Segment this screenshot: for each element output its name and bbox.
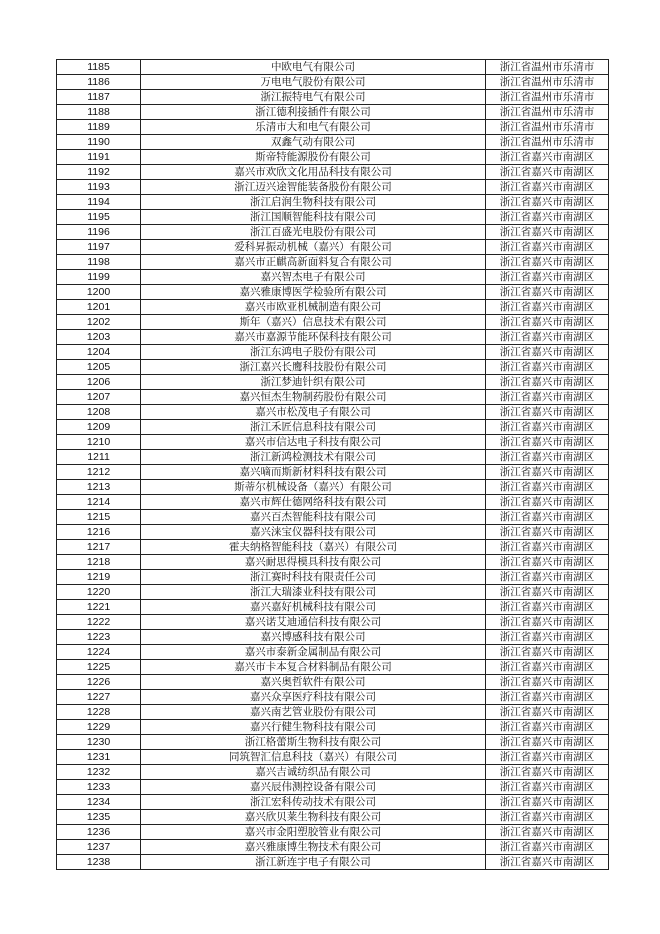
region-name: 浙江省嘉兴市南湖区 <box>486 705 609 720</box>
table-row <box>57 555 609 570</box>
table-body <box>57 60 609 870</box>
table-row <box>57 300 609 315</box>
company-name: 浙江启润生物科技有限公司 <box>141 195 486 210</box>
region-name: 浙江省嘉兴市南湖区 <box>486 645 609 660</box>
region-name: 浙江省嘉兴市南湖区 <box>486 240 609 255</box>
table-row <box>57 600 609 615</box>
company-name: 嘉兴百杰智能科技有限公司 <box>141 510 486 525</box>
row-number: 1193 <box>57 180 141 195</box>
region-name: 浙江省嘉兴市南湖区 <box>486 630 609 645</box>
company-name: 浙江梦迪针织有限公司 <box>141 375 486 390</box>
table-row <box>57 435 609 450</box>
region-name: 浙江省嘉兴市南湖区 <box>486 360 609 375</box>
region-name: 浙江省嘉兴市南湖区 <box>486 540 609 555</box>
company-name: 浙江宏科传动技术有限公司 <box>141 795 486 810</box>
company-name: 嘉兴雅康博医学检验所有限公司 <box>141 285 486 300</box>
region-name: 浙江省嘉兴市南湖区 <box>486 780 609 795</box>
region-name: 浙江省嘉兴市南湖区 <box>486 375 609 390</box>
table-row <box>57 750 609 765</box>
table-row <box>57 735 609 750</box>
table-row <box>57 390 609 405</box>
company-name: 嘉兴诺艾迪通信科技有限公司 <box>141 615 486 630</box>
company-name: 斯年（嘉兴）信息技术有限公司 <box>141 315 486 330</box>
region-name: 浙江省嘉兴市南湖区 <box>486 495 609 510</box>
table-row <box>57 675 609 690</box>
row-number: 1238 <box>57 855 141 870</box>
table-row <box>57 90 609 105</box>
region-name: 浙江省嘉兴市南湖区 <box>486 570 609 585</box>
table-row <box>57 315 609 330</box>
table-row <box>57 255 609 270</box>
row-number: 1200 <box>57 285 141 300</box>
row-number: 1215 <box>57 510 141 525</box>
row-number: 1233 <box>57 780 141 795</box>
row-number: 1216 <box>57 525 141 540</box>
table-row <box>57 765 609 780</box>
row-number: 1230 <box>57 735 141 750</box>
row-number: 1209 <box>57 420 141 435</box>
table-row <box>57 150 609 165</box>
row-number: 1232 <box>57 765 141 780</box>
company-name: 嘉兴市信达电子科技有限公司 <box>141 435 486 450</box>
company-name: 斯蒂尔机械设备（嘉兴）有限公司 <box>141 480 486 495</box>
table-row <box>57 420 609 435</box>
row-number: 1219 <box>57 570 141 585</box>
company-name: 嘉兴市嘉源节能环保科技有限公司 <box>141 330 486 345</box>
row-number: 1205 <box>57 360 141 375</box>
row-number: 1195 <box>57 210 141 225</box>
region-name: 浙江省嘉兴市南湖区 <box>486 435 609 450</box>
region-name: 浙江省嘉兴市南湖区 <box>486 660 609 675</box>
row-number: 1196 <box>57 225 141 240</box>
company-name: 嘉兴众享医疗科技有限公司 <box>141 690 486 705</box>
company-name: 万电电气股份有限公司 <box>141 75 486 90</box>
row-number: 1235 <box>57 810 141 825</box>
table-row <box>57 570 609 585</box>
region-name: 浙江省嘉兴市南湖区 <box>486 555 609 570</box>
region-name: 浙江省嘉兴市南湖区 <box>486 765 609 780</box>
region-name: 浙江省嘉兴市南湖区 <box>486 390 609 405</box>
region-name: 浙江省嘉兴市南湖区 <box>486 195 609 210</box>
region-name: 浙江省嘉兴市南湖区 <box>486 690 609 705</box>
row-number: 1212 <box>57 465 141 480</box>
company-name: 浙江国顺智能科技有限公司 <box>141 210 486 225</box>
table-row <box>57 270 609 285</box>
company-name: 浙江德利接插件有限公司 <box>141 105 486 120</box>
row-number: 1197 <box>57 240 141 255</box>
row-number: 1222 <box>57 615 141 630</box>
table-row <box>57 330 609 345</box>
table-row <box>57 780 609 795</box>
row-number: 1213 <box>57 480 141 495</box>
row-number: 1203 <box>57 330 141 345</box>
region-name: 浙江省嘉兴市南湖区 <box>486 165 609 180</box>
table-row <box>57 810 609 825</box>
table-row <box>57 660 609 675</box>
company-name: 嘉兴欣贝莱生物科技有限公司 <box>141 810 486 825</box>
row-number: 1189 <box>57 120 141 135</box>
region-name: 浙江省嘉兴市南湖区 <box>486 855 609 870</box>
region-name: 浙江省嘉兴市南湖区 <box>486 600 609 615</box>
region-name: 浙江省嘉兴市南湖区 <box>486 795 609 810</box>
company-name: 嘉兴市金阳塑胶管业有限公司 <box>141 825 486 840</box>
row-number: 1206 <box>57 375 141 390</box>
table-row <box>57 510 609 525</box>
row-number: 1211 <box>57 450 141 465</box>
company-name: 浙江大瑞漆业科技有限公司 <box>141 585 486 600</box>
table-row <box>57 345 609 360</box>
company-name: 嘉兴嘀而斯新材料科技有限公司 <box>141 465 486 480</box>
company-name: 嘉兴市卡本复合材料制品有限公司 <box>141 660 486 675</box>
company-name: 双鑫气动有限公司 <box>141 135 486 150</box>
region-name: 浙江省嘉兴市南湖区 <box>486 450 609 465</box>
table-row <box>57 210 609 225</box>
company-name: 嘉兴市欢欣文化用品科技有限公司 <box>141 165 486 180</box>
table-row <box>57 450 609 465</box>
row-number: 1188 <box>57 105 141 120</box>
company-name: 浙江格蕾斯生物科技有限公司 <box>141 735 486 750</box>
region-name: 浙江省嘉兴市南湖区 <box>486 420 609 435</box>
region-name: 浙江省嘉兴市南湖区 <box>486 585 609 600</box>
table-row <box>57 690 609 705</box>
company-name: 爱科昇振动机械（嘉兴）有限公司 <box>141 240 486 255</box>
row-number: 1186 <box>57 75 141 90</box>
row-number: 1223 <box>57 630 141 645</box>
company-name: 同筑智汇信息科技（嘉兴）有限公司 <box>141 750 486 765</box>
table-row <box>57 405 609 420</box>
row-number: 1194 <box>57 195 141 210</box>
company-name: 浙江禾匠信息科技有限公司 <box>141 420 486 435</box>
region-name: 浙江省嘉兴市南湖区 <box>486 735 609 750</box>
region-name: 浙江省温州市乐清市 <box>486 90 609 105</box>
table-row <box>57 285 609 300</box>
table-row <box>57 540 609 555</box>
table-row <box>57 180 609 195</box>
table-row <box>57 240 609 255</box>
row-number: 1220 <box>57 585 141 600</box>
row-number: 1229 <box>57 720 141 735</box>
company-name: 嘉兴智杰电子有限公司 <box>141 270 486 285</box>
row-number: 1190 <box>57 135 141 150</box>
row-number: 1226 <box>57 675 141 690</box>
table-row <box>57 75 609 90</box>
table-row <box>57 480 609 495</box>
region-name: 浙江省嘉兴市南湖区 <box>486 525 609 540</box>
company-list-table <box>56 59 609 870</box>
row-number: 1210 <box>57 435 141 450</box>
row-number: 1231 <box>57 750 141 765</box>
row-number: 1224 <box>57 645 141 660</box>
company-name: 嘉兴博感科技有限公司 <box>141 630 486 645</box>
company-name: 嘉兴市正麒高新面料复合有限公司 <box>141 255 486 270</box>
row-number: 1187 <box>57 90 141 105</box>
region-name: 浙江省嘉兴市南湖区 <box>486 345 609 360</box>
company-name: 浙江百盛光电股份有限公司 <box>141 225 486 240</box>
company-name: 浙江迈兴途智能装备股份有限公司 <box>141 180 486 195</box>
region-name: 浙江省温州市乐清市 <box>486 60 609 75</box>
region-name: 浙江省嘉兴市南湖区 <box>486 810 609 825</box>
table-row <box>57 525 609 540</box>
table-row <box>57 720 609 735</box>
table-row <box>57 615 609 630</box>
region-name: 浙江省温州市乐清市 <box>486 120 609 135</box>
table-row <box>57 855 609 870</box>
row-number: 1202 <box>57 315 141 330</box>
region-name: 浙江省嘉兴市南湖区 <box>486 210 609 225</box>
row-number: 1198 <box>57 255 141 270</box>
company-name: 嘉兴南艺管业股份有限公司 <box>141 705 486 720</box>
company-name: 嘉兴耐思得模具科技有限公司 <box>141 555 486 570</box>
company-name: 浙江振特电气有限公司 <box>141 90 486 105</box>
region-name: 浙江省嘉兴市南湖区 <box>486 675 609 690</box>
region-name: 浙江省嘉兴市南湖区 <box>486 315 609 330</box>
company-name: 嘉兴市辉仕德网络科技有限公司 <box>141 495 486 510</box>
region-name: 浙江省嘉兴市南湖区 <box>486 750 609 765</box>
company-name: 浙江东鸿电子股份有限公司 <box>141 345 486 360</box>
row-number: 1185 <box>57 60 141 75</box>
table-row <box>57 825 609 840</box>
region-name: 浙江省温州市乐清市 <box>486 135 609 150</box>
region-name: 浙江省嘉兴市南湖区 <box>486 180 609 195</box>
row-number: 1207 <box>57 390 141 405</box>
company-name: 嘉兴嘉好机械科技有限公司 <box>141 600 486 615</box>
region-name: 浙江省嘉兴市南湖区 <box>486 840 609 855</box>
table-row <box>57 360 609 375</box>
region-name: 浙江省嘉兴市南湖区 <box>486 300 609 315</box>
row-number: 1199 <box>57 270 141 285</box>
row-number: 1228 <box>57 705 141 720</box>
company-name: 浙江新鸿检测技术有限公司 <box>141 450 486 465</box>
row-number: 1217 <box>57 540 141 555</box>
table-row <box>57 465 609 480</box>
region-name: 浙江省嘉兴市南湖区 <box>486 150 609 165</box>
company-name: 嘉兴市泰新金属制品有限公司 <box>141 645 486 660</box>
row-number: 1201 <box>57 300 141 315</box>
row-number: 1192 <box>57 165 141 180</box>
region-name: 浙江省温州市乐清市 <box>486 105 609 120</box>
company-name: 嘉兴吉诚纺织品有限公司 <box>141 765 486 780</box>
row-number: 1218 <box>57 555 141 570</box>
table-row <box>57 60 609 75</box>
company-name: 乐清市大和电气有限公司 <box>141 120 486 135</box>
region-name: 浙江省嘉兴市南湖区 <box>486 615 609 630</box>
row-number: 1227 <box>57 690 141 705</box>
company-name: 浙江嘉兴长鹰科技股份有限公司 <box>141 360 486 375</box>
table-row <box>57 105 609 120</box>
company-name: 嘉兴恒杰生物制药股份有限公司 <box>141 390 486 405</box>
row-number: 1208 <box>57 405 141 420</box>
region-name: 浙江省嘉兴市南湖区 <box>486 255 609 270</box>
region-name: 浙江省嘉兴市南湖区 <box>486 510 609 525</box>
region-name: 浙江省嘉兴市南湖区 <box>486 465 609 480</box>
table-row <box>57 645 609 660</box>
region-name: 浙江省嘉兴市南湖区 <box>486 720 609 735</box>
region-name: 浙江省嘉兴市南湖区 <box>486 225 609 240</box>
region-name: 浙江省嘉兴市南湖区 <box>486 270 609 285</box>
table-row <box>57 795 609 810</box>
table-row <box>57 195 609 210</box>
region-name: 浙江省嘉兴市南湖区 <box>486 480 609 495</box>
company-name: 嘉兴涞宝仪器科技有限公司 <box>141 525 486 540</box>
row-number: 1191 <box>57 150 141 165</box>
region-name: 浙江省嘉兴市南湖区 <box>486 285 609 300</box>
company-name: 浙江赛时科技有限责任公司 <box>141 570 486 585</box>
table-row <box>57 495 609 510</box>
row-number: 1234 <box>57 795 141 810</box>
company-name: 霍夫纳格智能科技（嘉兴）有限公司 <box>141 540 486 555</box>
company-name: 斯帝特能源股份有限公司 <box>141 150 486 165</box>
company-name: 嘉兴雅康博生物技术有限公司 <box>141 840 486 855</box>
company-name: 嘉兴市欧亚机械制造有限公司 <box>141 300 486 315</box>
company-name: 嘉兴奥哲软件有限公司 <box>141 675 486 690</box>
table-row <box>57 135 609 150</box>
table-row <box>57 630 609 645</box>
row-number: 1214 <box>57 495 141 510</box>
table-row <box>57 120 609 135</box>
table-row <box>57 375 609 390</box>
company-name: 中欧电气有限公司 <box>141 60 486 75</box>
region-name: 浙江省温州市乐清市 <box>486 75 609 90</box>
table-row <box>57 705 609 720</box>
row-number: 1204 <box>57 345 141 360</box>
table-row <box>57 840 609 855</box>
company-name: 浙江新连宇电子有限公司 <box>141 855 486 870</box>
company-name: 嘉兴辰伟测控设备有限公司 <box>141 780 486 795</box>
row-number: 1225 <box>57 660 141 675</box>
table-row <box>57 225 609 240</box>
table-row <box>57 585 609 600</box>
region-name: 浙江省嘉兴市南湖区 <box>486 330 609 345</box>
table-row <box>57 165 609 180</box>
region-name: 浙江省嘉兴市南湖区 <box>486 825 609 840</box>
row-number: 1237 <box>57 840 141 855</box>
company-name: 嘉兴行健生物科技有限公司 <box>141 720 486 735</box>
row-number: 1221 <box>57 600 141 615</box>
row-number: 1236 <box>57 825 141 840</box>
company-name: 嘉兴市松茂电子有限公司 <box>141 405 486 420</box>
region-name: 浙江省嘉兴市南湖区 <box>486 405 609 420</box>
